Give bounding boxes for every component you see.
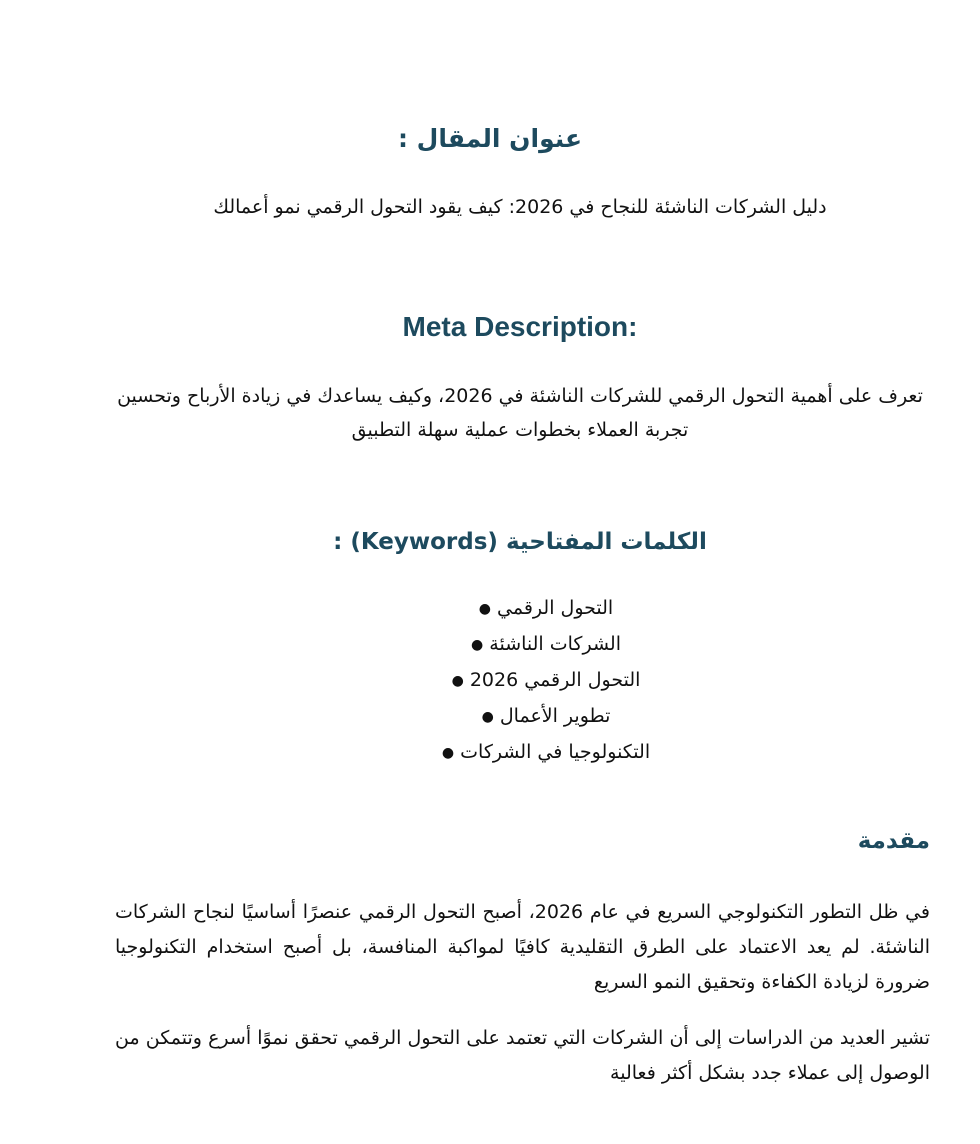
keywords-list	[0, 590, 980, 770]
keyword-label: الشركات الناشئة	[489, 633, 621, 655]
bullet-icon: ●	[478, 600, 491, 617]
keyword-item	[0, 698, 980, 734]
intro-paragraph: تشير العديد من الدراسات إلى أن الشركات التي تعتمد على التحول الرقمي تحقق نموًا أسرع وتتمكن من الوصول إلى عملاء جدد بشكل أكثر فعالية	[115, 1027, 930, 1084]
keywords-heading: الكلمات المفتاحية (Keywords) :	[333, 529, 707, 555]
bullet-icon: ●	[481, 708, 494, 725]
article-title-text: دليل الشركات الناشئة للنجاح في 2026: كيف يقود التحول الرقمي نمو أعمالك	[213, 196, 827, 218]
bullet-icon: ●	[441, 744, 455, 761]
article-title-heading: عنوان المقال :	[397, 124, 583, 153]
intro-heading: مقدمة	[857, 828, 930, 854]
keyword-label: التكنولوجيا في الشركات	[460, 741, 651, 763]
keyword-label: تطوير الأعمال	[499, 705, 611, 727]
keyword-item	[0, 590, 980, 626]
intro-paragraph: في ظل التطور التكنولوجي السريع في عام 2026، أصبح التحول الرقمي عنصرًا أساسيًا لنجاح الشركات الناشئة. لم يعد الاعتماد على الطرق التقليدية كافيًا لمواكبة المنافسة، بل أصبح استخدام التكنولوجيا ضرورة لزيادة الكفاءة وتحقيق النمو السريع	[115, 901, 931, 993]
bullet-icon: ●	[451, 672, 464, 689]
keyword-item	[0, 626, 980, 662]
meta-description-text: تعرف على أهمية التحول الرقمي للشركات الناشئة في 2026، وكيف يساعدك في زيادة الأرباح وتحسين تجربة العملاء بخطوات عملية سهلة التطبيق	[117, 385, 923, 441]
keyword-label: التحول الرقمي 2026	[469, 669, 641, 691]
keyword-item	[0, 734, 980, 770]
keyword-label: التحول الرقمي	[497, 597, 614, 619]
meta-description-heading: Meta Description:	[402, 311, 638, 342]
keyword-item	[0, 662, 980, 698]
bullet-icon: ●	[471, 636, 484, 653]
